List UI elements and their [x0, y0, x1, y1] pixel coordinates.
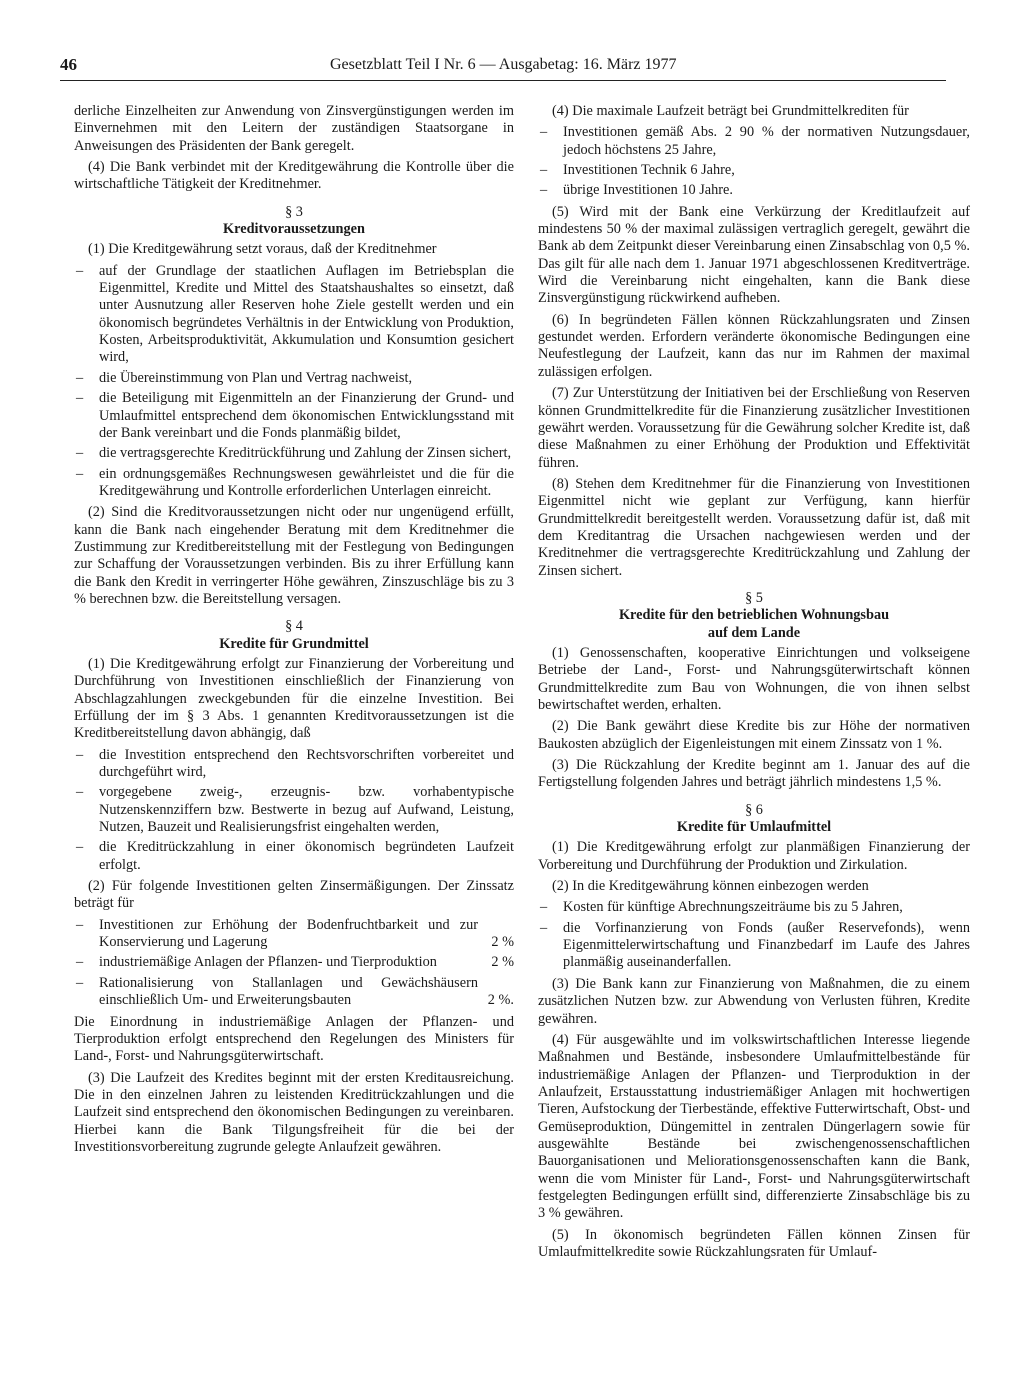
paragraph-6-3: (3) Die Bank kann zur Finanzierung von Maßnahmen, die zu einem zusätzlichen Nutzen bzw. zur Abwendung von Verlusten führen, Kredite gewähren. [538, 975, 970, 1027]
paragraph-4-3: (3) Die Laufzeit des Kredites beginnt mit der ersten Kreditausreichung. Die in den einzelnen Jahren zu leistenden Kreditrückzahlungen und die Laufzeit sind entsprechend den ökonomischen Bedingungen zu vereinbaren. Hierbei kann die Bank Tilgungsfreiheit für die bei der Investitionsvorbereitung zugrunde gelegte Anlaufzeit gewähren. [74, 1069, 514, 1155]
rate-item [74, 954, 514, 971]
rate-value: 2 %. [487, 992, 514, 1009]
rate-value: 2 % [491, 954, 514, 971]
paragraph-5-1: (1) Genossenschaften, kooperative Einrichtungen und volkseigene Betriebe der Land-, Forst- und Nahrungsgüterwirtschaft können Grundmittelkredite zum Bau von Wohnungen, die von ihnen selbst bewirtschaftet werden, erhalten. [538, 644, 970, 713]
paragraph-5-2: (2) Die Bank gewährt diese Kredite bis zur Höhe der normativen Baukosten abzüglich der Eigenleistungen mit einem Zinssatz von 1 %. [538, 718, 970, 752]
paragraph-4-8: (8) Stehen dem Kreditnehmer für die Finanzierung von Investitionen Eigenmittel nicht wie geplant zur Verfügung, kann hierfür Grundmittelkredit bereitgestellt werden. Voraussetzung dafür ist, daß mit dem Kreditantrag die Ursachen nachgewiesen werden und der Kreditnehmer die vertragsgerechte Kreditrückzahlung und Zahlung der Zinsen sichert. [538, 475, 970, 579]
list-item: – ein ordnungsgemäßes Rechnungswesen gewährleistet und die für die Kreditgewährung und Kontrolle erforderlichen Unterlagen einreicht. [74, 466, 514, 501]
list-item: – Investitionen Technik 6 Jahre, [538, 162, 970, 179]
list-item: – die Übereinstimmung von Plan und Vertrag nachweist, [74, 370, 514, 387]
list-item: – die Kreditrückzahlung in einer ökonomisch begründeten Laufzeit erfolgt. [74, 839, 514, 874]
list-item: – Kosten für künftige Abrechnungszeiträume bis zu 5 Jahren, [538, 899, 970, 916]
section-5-title-line-2: auf dem Lande [707, 624, 801, 641]
paragraph-4-4: (4) Die maximale Laufzeit beträgt bei Grundmittelkrediten für [552, 103, 909, 119]
left-column [74, 103, 514, 1160]
right-column [538, 103, 970, 1265]
page-number: 46 [60, 55, 77, 74]
list-item: – auf der Grundlage der staatlichen Auflagen im Betriebsplan die Eigenmittel, Kredite und Mittel des Staatshaushaltes so einsetzt, daß unter Ausnutzung aller Reserven hohe Ziele gestellt werden und ein ökonomisch begründetes Verhältnis in der Entwicklung von Produktion, Kosten, Arbeitsproduktivität, Akkumulation und Konsumtion gesichert wird, [74, 263, 514, 367]
section-3-list [74, 263, 514, 500]
rate-item-text: industriemäßige Anlagen der Pflanzen- und Tierproduktion [99, 954, 437, 971]
section-4-number: § 4 [285, 618, 303, 635]
section-3-number: § 3 [285, 203, 303, 220]
paragraph-6-5: (5) In ökonomisch begründeten Fällen können Zinsen für Umlaufmittelkredite sowie Rückzahlungsraten für Umlauf- [538, 1226, 970, 1260]
paragraph-4-2-continued: Die Einordnung in industriemäßige Anlagen der Pflanzen- und Tierproduktion erfolgt entsprechend den Regelungen des Ministers für Land-, Forst- und Nahrungsgüterwirtschaft. [74, 1013, 514, 1065]
list-item: – die vertragsgerechte Kreditrückführung und Zahlung der Zinsen sichert, [74, 445, 514, 462]
list-item: – übrige Investitionen 10 Jahre. [538, 182, 970, 199]
section-6-number: § 6 [745, 801, 763, 818]
paragraph-4-7: (7) Zur Unterstützung der Initiativen bei der Erschließung von Reserven können Grundmittelkredite für die Finanzierung zusätzlicher Investitionen gewährt werden. Voraussetzung für die Gewährung solcher Kredite ist, daß diese Maßnahmen zu einer Erhöhung der Produktion und Effektivität führen. [538, 385, 970, 471]
rate-item-text: Investitionen zur Erhöhung der Bodenfruchtbarkeit und zur Konservierung und Lagerung [99, 916, 478, 951]
paragraph-4-6: (6) In begründeten Fällen können Rückzahlungsraten und Zinsen gestundet werden. Erfordern veränderte ökonomische Bedingungen eine Neufestlegung der Laufzeit, kann das nur im Rahmen der maximal zulässigen erfolgen. [538, 311, 970, 380]
paragraph-2-4: (4) Die Bank verbindet mit der Kreditgewährung die Kontrolle über die wirtschaftliche Tätigkeit der Kreditnehmer. [74, 159, 514, 193]
paragraph-4-1: (1) Die Kreditgewährung erfolgt zur Finanzierung der Vorbereitung und Durchführung von Investitionen einschließlich der Finanzierung von Abschlagzahlungen zweckgebunden für die einzelne Investition. Bei Erfüllung der im § 3 Abs. 1 genannten Kreditvoraussetzungen ist die Kreditbereitstellung davon abhängig, daß [74, 655, 514, 742]
term-list [538, 124, 970, 199]
section-6-title: Kredite für Umlaufmittel [676, 819, 832, 836]
paragraph-4-2: (2) Für folgende Investitionen gelten Zinsermäßigungen. Der Zinssatz beträgt für [74, 878, 514, 912]
list-item: – vorgegebene zweig-, erzeugnis- bzw. vorhabentypische Nutzenskennziffern bzw. Bestwerte in bezug auf Aufwand, Leistung, Nutzen, Bauzeit und Realisierungsfrist eingehalten werden, [74, 784, 514, 836]
section-5-number: § 5 [745, 589, 763, 606]
rate-item [74, 975, 514, 1010]
section-5-title: Kredite für den betrieblichen Wohnungsbau [618, 607, 890, 624]
paragraph-4-5: (5) Wird mit der Bank eine Verkürzung der Kreditlaufzeit auf mindestens 50 % der maximal zulässigen vertraglich geregelt, gewährt die Bank ab dem Zeitpunkt dieser Vereinbarung einen Zinsabschlag von 0,5 %. Das gilt für alle nach dem 1. Januar 1971 abgeschlossenen Kreditverträge. Wird die Vereinbarung nicht eingehalten, kann die Bank diese Zinsvergünstigung rückwirkend aufheben. [538, 203, 970, 307]
page-header [60, 56, 946, 81]
section-6-list [538, 899, 970, 971]
paragraph-6-2: (2) In die Kreditgewährung können einbezogen werden [552, 878, 869, 895]
paragraph-5-3: (3) Die Rückzahlung der Kredite beginnt am 1. Januar des auf die Fertigstellung folgenden Jahres und beträgt jährlich mindestens 1,5 %. [538, 757, 970, 791]
list-item: – die Vorfinanzierung von Fonds (außer Reservefonds), wenn Eigenmittelerwirtschaftung und Finanzbedarf im Laufe des Jahres planmäßig auseinanderfallen. [538, 920, 970, 972]
list-item: – die Beteiligung mit Eigenmitteln an der Finanzierung der Grund- und Umlaufmittel entsprechend dem ökonomischen Entwicklungsstand mit der Bank vereinbart und die Fonds planmäßig bildet, [74, 390, 514, 442]
interest-rate-list [74, 917, 514, 1010]
paragraph-3-1: (1) Die Kreditgewährung setzt voraus, daß der Kreditnehmer [88, 241, 437, 258]
rate-value: 2 % [491, 934, 514, 951]
paragraph-continued: derliche Einzelheiten zur Anwendung von Zinsvergünstigungen werden im Einvernehmen mit den Leitern der zuständigen Staatsorgane in Anweisungen des Präsidenten der Bank geregelt. [74, 103, 514, 154]
paragraph-6-1: (1) Die Kreditgewährung erfolgt zur planmäßigen Finanzierung der Vorbereitung und Durchführung der Produktion und Zirkulation. [538, 839, 970, 873]
section-4-title: Kredite für Grundmittel [219, 635, 369, 652]
list-item: – die Investition entsprechend den Rechtsvorschriften vorbereitet und durchgeführt wird, [74, 747, 514, 782]
header-title: Gesetzblatt Teil I Nr. 6 — Ausgabetag: 16. März 1977 [330, 56, 677, 73]
paragraph-3-2: (2) Sind die Kreditvoraussetzungen nicht oder nur ungenügend erfüllt, kann die Bank nach eingehender Beratung mit dem Kreditnehmer die Zustimmung zur Kreditbereitstellung mit der Festlegung von Bedingungen zur Schaffung der Voraussetzungen verbinden. Bis zu ihrer Erfüllung kann die Bank den Kredit in verringerter Höhe gewähren, Zinszuschläge bis zu 3 % berechnen bzw. die Bereitstellung versagen. [74, 504, 514, 607]
paragraph-6-4: (4) Für ausgewählte und im volkswirtschaftlichen Interesse liegende Maßnahmen und Bestände, insbesondere Umlaufmittelbestände für industriemäßige Anlagen der Pflanzen- und Tierproduktion in der Anlaufzeit, Erstausstattung industriemäßiger Anlagen mit hochwertigen Tieren, Aufstockung der Tierbestände, effektive Futterwirtschaft, Obst- und Gemüseproduktion, Düngemittel in zentralen Düngerlagern sowie für ausgewählte Bestände bei zwischengenossenschaftlichen Bauorganisationen und Meliorationsgenossenschaften kann die Bank, wenn die vom Minister für Land-, Forst- und Nahrungsgüterwirtschaft festgelegten Bedingungen erfüllt sind, differenzierte Zinsabschläge bis zu 3 % gewähren. [538, 1031, 971, 1222]
section-3-title: Kreditvoraussetzungen [223, 221, 365, 238]
list-item: – Investitionen gemäß Abs. 2 90 % der normativen Nutzungsdauer, jedoch höchstens 25 Jahre, [538, 124, 970, 159]
rate-item [74, 917, 514, 952]
rate-item-text: Rationalisierung von Stallanlagen und Gewächshäusern einschließlich Um- und Erweiterungsbauten [99, 974, 478, 1009]
section-4-list [74, 747, 514, 874]
